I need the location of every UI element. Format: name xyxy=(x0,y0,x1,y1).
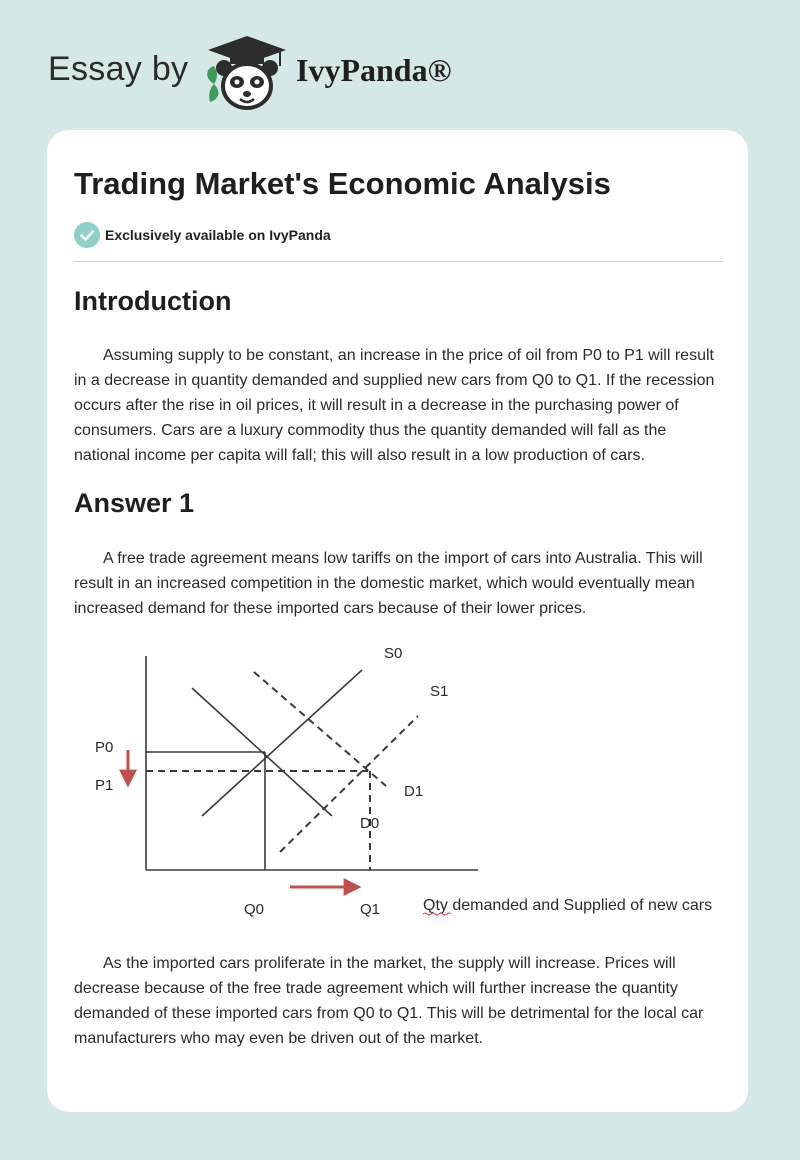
label-d1: D1 xyxy=(404,783,424,800)
label-s0: S0 xyxy=(384,645,403,662)
exclusive-badge xyxy=(74,222,331,248)
check-circle-icon xyxy=(74,222,100,248)
site-header xyxy=(0,0,800,120)
s1-curve xyxy=(280,716,418,852)
essay-by-label: Essay by xyxy=(48,50,189,88)
label-p1: P1 xyxy=(95,777,114,794)
section-heading-introduction: Introduction xyxy=(74,286,232,316)
d1-curve xyxy=(254,672,386,786)
label-s1: S1 xyxy=(430,683,449,700)
s0-curve xyxy=(202,670,362,816)
label-p0: P0 xyxy=(95,739,114,756)
section-heading-answer-1: Answer 1 xyxy=(74,488,195,518)
answer-1-paragraph: A free trade agreement means low tariffs on the import of cars into Australia. This will result in an increased competition in the domestic market, which would eventually mean increased demand for these imported cars because of their lower prices. xyxy=(74,550,703,617)
x-axis-label: Qty demanded and Supplied of new cars xyxy=(423,897,713,914)
exclusive-badge-label: Exclusively available on IvyPanda xyxy=(105,227,331,243)
panda-logo-icon xyxy=(200,32,294,112)
intro-paragraph: Assuming supply to be constant, an increase in the price of oil from P0 to P1 will result in a decrease in quantity demanded and supplied new cars from Q0 to Q1. If the recession occurs after the rise in oil prices, it will result in a decrease in the purchasing power of consumers. Cars are a luxury commodity thus the quantity demanded will fall as the national income per capita will fall; this will also result in a low production of cars. xyxy=(74,347,715,464)
label-q0: Q0 xyxy=(244,901,265,918)
title-divider xyxy=(74,261,723,262)
article-card xyxy=(47,130,748,1112)
label-d0: D0 xyxy=(360,815,380,832)
closing-paragraph: As the imported cars proliferate in the market, the supply will increase. Prices will decrease because of the free trade agreement which will further increase the quantity demanded of these imported cars from Q0 to Q1. This will be detrimental for the local car manufacturers who may even be driven out of the market. xyxy=(74,955,704,1047)
brand-name: IvyPanda® xyxy=(296,52,452,88)
page-title: Trading Market's Economic Analysis xyxy=(74,166,611,201)
supply-demand-diagram xyxy=(84,638,744,938)
label-q1: Q1 xyxy=(360,901,381,918)
